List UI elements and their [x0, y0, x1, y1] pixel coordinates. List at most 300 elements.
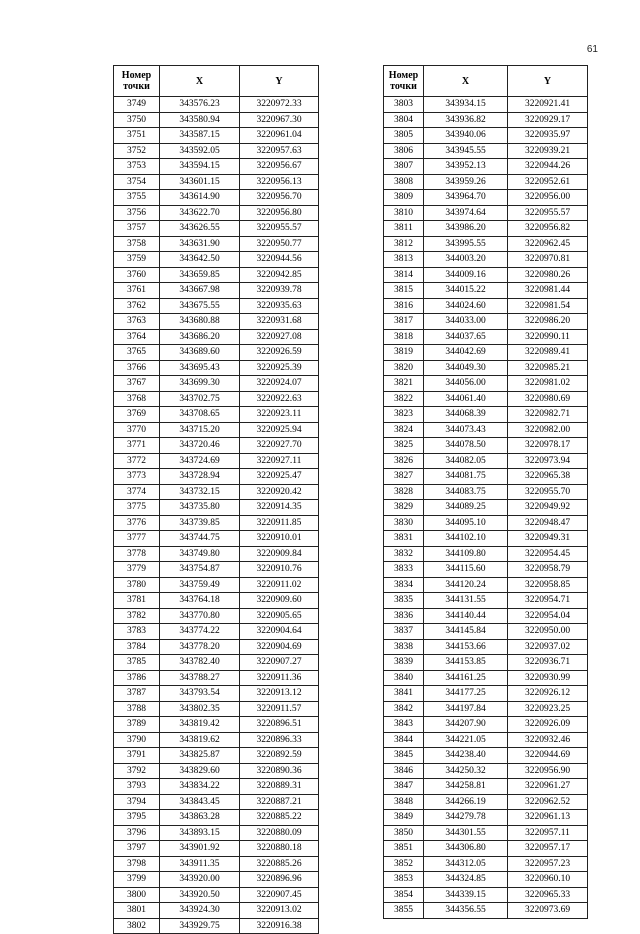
- cell-point-number: 3749: [114, 97, 160, 113]
- table-row: [114, 484, 319, 500]
- cell-point-number: 3813: [384, 252, 424, 268]
- table-row: [114, 143, 319, 159]
- table-row: [114, 546, 319, 562]
- cell-point-number: 3833: [384, 562, 424, 578]
- cell-point-number: 3798: [114, 856, 160, 872]
- table-row: [114, 531, 319, 547]
- cell-point-number: 3800: [114, 887, 160, 903]
- cell-y: 3220926.12: [508, 686, 588, 702]
- cell-y: 3220911.02: [240, 577, 319, 593]
- table-row: [114, 174, 319, 190]
- cell-x: 344078.50: [424, 438, 508, 454]
- cell-x: 343576.23: [160, 97, 240, 113]
- cell-x: 344115.60: [424, 562, 508, 578]
- cell-y: 3220990.11: [508, 329, 588, 345]
- cell-x: 343834.22: [160, 779, 240, 795]
- cell-y: 3220961.13: [508, 810, 588, 826]
- table-row: [384, 236, 588, 252]
- table-row: [384, 810, 588, 826]
- table-row: [114, 453, 319, 469]
- cell-y: 3220931.68: [240, 314, 319, 330]
- header-point-number: Номер точки: [384, 66, 424, 97]
- cell-y: 3220950.77: [240, 236, 319, 252]
- cell-point-number: 3842: [384, 701, 424, 717]
- cell-point-number: 3772: [114, 453, 160, 469]
- cell-y: 3220909.84: [240, 546, 319, 562]
- cell-x: 343819.42: [160, 717, 240, 733]
- cell-x: 344024.60: [424, 298, 508, 314]
- cell-y: 3220958.85: [508, 577, 588, 593]
- cell-y: 3220927.70: [240, 438, 319, 454]
- cell-point-number: 3769: [114, 407, 160, 423]
- cell-x: 344339.15: [424, 887, 508, 903]
- cell-x: 343952.13: [424, 159, 508, 175]
- table-row: [384, 763, 588, 779]
- cell-x: 343782.40: [160, 655, 240, 671]
- cell-point-number: 3752: [114, 143, 160, 159]
- cell-point-number: 3844: [384, 732, 424, 748]
- table-row: [384, 314, 588, 330]
- table-row: [114, 205, 319, 221]
- cell-y: 3220922.63: [240, 391, 319, 407]
- cell-point-number: 3780: [114, 577, 160, 593]
- cell-x: 343929.75: [160, 918, 240, 934]
- cell-y: 3220956.00: [508, 190, 588, 206]
- cell-y: 3220957.11: [508, 825, 588, 841]
- cell-x: 343708.65: [160, 407, 240, 423]
- cell-x: 344145.84: [424, 624, 508, 640]
- cell-y: 3220981.02: [508, 376, 588, 392]
- cell-y: 3220904.69: [240, 639, 319, 655]
- cell-point-number: 3854: [384, 887, 424, 903]
- cell-x: 343642.50: [160, 252, 240, 268]
- cell-y: 3220896.33: [240, 732, 319, 748]
- cell-x: 343778.20: [160, 639, 240, 655]
- cell-x: 343754.87: [160, 562, 240, 578]
- cell-y: 3220939.78: [240, 283, 319, 299]
- coordinates-table-left: [113, 65, 319, 934]
- cell-point-number: 3811: [384, 221, 424, 237]
- table-row: [114, 841, 319, 857]
- cell-x: 343695.43: [160, 360, 240, 376]
- cell-x: 343825.87: [160, 748, 240, 764]
- table-row: [384, 407, 588, 423]
- table-row: [114, 779, 319, 795]
- cell-y: 3220955.70: [508, 484, 588, 500]
- table-row: [114, 515, 319, 531]
- cell-y: 3220973.69: [508, 903, 588, 919]
- table-row: [384, 298, 588, 314]
- cell-x: 344197.84: [424, 701, 508, 717]
- cell-point-number: 3808: [384, 174, 424, 190]
- table-row: [384, 608, 588, 624]
- table-row: [114, 112, 319, 128]
- table-row: [114, 159, 319, 175]
- cell-y: 3220956.70: [240, 190, 319, 206]
- table-row: [384, 562, 588, 578]
- cell-x: 343631.90: [160, 236, 240, 252]
- cell-point-number: 3793: [114, 779, 160, 795]
- table-row: [384, 655, 588, 671]
- table-row: [384, 794, 588, 810]
- cell-point-number: 3829: [384, 500, 424, 516]
- table-row: [384, 686, 588, 702]
- table-row: [384, 453, 588, 469]
- cell-point-number: 3806: [384, 143, 424, 159]
- cell-x: 343728.94: [160, 469, 240, 485]
- cell-point-number: 3753: [114, 159, 160, 175]
- cell-x: 344140.44: [424, 608, 508, 624]
- cell-point-number: 3836: [384, 608, 424, 624]
- cell-x: 344089.25: [424, 500, 508, 516]
- table-row: [384, 159, 588, 175]
- cell-y: 3220926.09: [508, 717, 588, 733]
- cell-point-number: 3775: [114, 500, 160, 516]
- cell-x: 343863.28: [160, 810, 240, 826]
- cell-x: 343995.55: [424, 236, 508, 252]
- cell-point-number: 3758: [114, 236, 160, 252]
- cell-point-number: 3838: [384, 639, 424, 655]
- cell-x: 343626.55: [160, 221, 240, 237]
- cell-y: 3220954.71: [508, 593, 588, 609]
- table-row: [114, 856, 319, 872]
- cell-y: 3220926.59: [240, 345, 319, 361]
- cell-y: 3220986.20: [508, 314, 588, 330]
- cell-point-number: 3790: [114, 732, 160, 748]
- cell-y: 3220909.60: [240, 593, 319, 609]
- cell-point-number: 3799: [114, 872, 160, 888]
- cell-point-number: 3812: [384, 236, 424, 252]
- cell-y: 3220911.36: [240, 670, 319, 686]
- table-row: [114, 655, 319, 671]
- cell-point-number: 3839: [384, 655, 424, 671]
- table-row: [384, 484, 588, 500]
- cell-x: 343901.92: [160, 841, 240, 857]
- table-row: [114, 267, 319, 283]
- cell-x: 344061.40: [424, 391, 508, 407]
- cell-y: 3220921.41: [508, 97, 588, 113]
- cell-x: 343774.22: [160, 624, 240, 640]
- table-row: [384, 97, 588, 113]
- cell-x: 343689.60: [160, 345, 240, 361]
- table-row: [384, 825, 588, 841]
- cell-x: 343594.15: [160, 159, 240, 175]
- table-row: [384, 438, 588, 454]
- cell-point-number: 3761: [114, 283, 160, 299]
- table-row: [384, 143, 588, 159]
- cell-point-number: 3794: [114, 794, 160, 810]
- cell-point-number: 3751: [114, 128, 160, 144]
- cell-x: 344266.19: [424, 794, 508, 810]
- cell-y: 3220981.54: [508, 298, 588, 314]
- cell-x: 343802.35: [160, 701, 240, 717]
- cell-point-number: 3763: [114, 314, 160, 330]
- cell-point-number: 3853: [384, 872, 424, 888]
- cell-point-number: 3804: [384, 112, 424, 128]
- cell-y: 3220927.11: [240, 453, 319, 469]
- table-row: [114, 732, 319, 748]
- cell-point-number: 3827: [384, 469, 424, 485]
- table-row: [384, 515, 588, 531]
- table-row: [384, 267, 588, 283]
- cell-y: 3220890.36: [240, 763, 319, 779]
- cell-y: 3220936.71: [508, 655, 588, 671]
- table-row: [114, 810, 319, 826]
- cell-y: 3220965.33: [508, 887, 588, 903]
- cell-point-number: 3754: [114, 174, 160, 190]
- cell-y: 3220970.81: [508, 252, 588, 268]
- cell-x: 343680.88: [160, 314, 240, 330]
- cell-x: 344250.32: [424, 763, 508, 779]
- table-row: [384, 577, 588, 593]
- table-row: [384, 221, 588, 237]
- cell-point-number: 3852: [384, 856, 424, 872]
- cell-x: 343587.15: [160, 128, 240, 144]
- cell-x: 343720.46: [160, 438, 240, 454]
- cell-x: 344003.20: [424, 252, 508, 268]
- cell-y: 3220960.10: [508, 872, 588, 888]
- cell-point-number: 3764: [114, 329, 160, 345]
- cell-x: 344238.40: [424, 748, 508, 764]
- cell-point-number: 3788: [114, 701, 160, 717]
- cell-y: 3220932.46: [508, 732, 588, 748]
- table-row: [384, 252, 588, 268]
- table-row: [114, 794, 319, 810]
- cell-y: 3220967.30: [240, 112, 319, 128]
- cell-x: 343614.90: [160, 190, 240, 206]
- cell-y: 3220889.31: [240, 779, 319, 795]
- cell-x: 344221.05: [424, 732, 508, 748]
- table-row: [114, 717, 319, 733]
- cell-point-number: 3810: [384, 205, 424, 221]
- cell-y: 3220944.69: [508, 748, 588, 764]
- cell-y: 3220954.45: [508, 546, 588, 562]
- cell-point-number: 3823: [384, 407, 424, 423]
- cell-y: 3220985.21: [508, 360, 588, 376]
- table-row: [384, 639, 588, 655]
- cell-y: 3220952.61: [508, 174, 588, 190]
- cell-y: 3220944.26: [508, 159, 588, 175]
- table-row: [384, 345, 588, 361]
- cell-point-number: 3756: [114, 205, 160, 221]
- cell-y: 3220913.12: [240, 686, 319, 702]
- cell-y: 3220911.57: [240, 701, 319, 717]
- table-row: [114, 283, 319, 299]
- cell-y: 3220914.35: [240, 500, 319, 516]
- cell-y: 3220956.80: [240, 205, 319, 221]
- cell-x: 344120.24: [424, 577, 508, 593]
- cell-point-number: 3819: [384, 345, 424, 361]
- cell-y: 3220907.45: [240, 887, 319, 903]
- cell-y: 3220981.44: [508, 283, 588, 299]
- table-row: [114, 221, 319, 237]
- cell-x: 343893.15: [160, 825, 240, 841]
- table-row: [114, 918, 319, 934]
- cell-y: 3220982.00: [508, 422, 588, 438]
- table-row: [384, 205, 588, 221]
- table-row: [114, 97, 319, 113]
- table-row: [114, 593, 319, 609]
- cell-x: 343580.94: [160, 112, 240, 128]
- table-row: [114, 376, 319, 392]
- table-row: [114, 190, 319, 206]
- cell-y: 3220956.67: [240, 159, 319, 175]
- cell-point-number: 3822: [384, 391, 424, 407]
- cell-x: 343759.49: [160, 577, 240, 593]
- cell-y: 3220957.23: [508, 856, 588, 872]
- cell-x: 343974.64: [424, 205, 508, 221]
- cell-point-number: 3801: [114, 903, 160, 919]
- cell-point-number: 3784: [114, 639, 160, 655]
- table-row: [384, 670, 588, 686]
- cell-y: 3220956.82: [508, 221, 588, 237]
- table-row: [114, 438, 319, 454]
- table-row: [384, 422, 588, 438]
- cell-y: 3220880.18: [240, 841, 319, 857]
- table-row: [114, 825, 319, 841]
- cell-x: 344009.16: [424, 267, 508, 283]
- table-row: [384, 546, 588, 562]
- table-row: [114, 236, 319, 252]
- cell-y: 3220965.38: [508, 469, 588, 485]
- cell-x: 343770.80: [160, 608, 240, 624]
- table-row: [384, 872, 588, 888]
- cell-y: 3220937.02: [508, 639, 588, 655]
- cell-y: 3220957.17: [508, 841, 588, 857]
- cell-point-number: 3848: [384, 794, 424, 810]
- cell-point-number: 3824: [384, 422, 424, 438]
- cell-x: 343829.60: [160, 763, 240, 779]
- cell-x: 343936.82: [424, 112, 508, 128]
- cell-x: 343819.62: [160, 732, 240, 748]
- cell-y: 3220948.47: [508, 515, 588, 531]
- header-y: Y: [508, 66, 588, 97]
- cell-x: 343749.80: [160, 546, 240, 562]
- cell-y: 3220935.63: [240, 298, 319, 314]
- cell-y: 3220924.07: [240, 376, 319, 392]
- cell-x: 343934.15: [424, 97, 508, 113]
- cell-point-number: 3847: [384, 779, 424, 795]
- cell-x: 344153.85: [424, 655, 508, 671]
- cell-y: 3220956.13: [240, 174, 319, 190]
- table-row: [114, 639, 319, 655]
- table-row: [384, 469, 588, 485]
- cell-point-number: 3783: [114, 624, 160, 640]
- cell-point-number: 3755: [114, 190, 160, 206]
- cell-point-number: 3835: [384, 593, 424, 609]
- table-header-row: [384, 66, 588, 97]
- table-row: [384, 779, 588, 795]
- cell-x: 343964.70: [424, 190, 508, 206]
- cell-x: 344068.39: [424, 407, 508, 423]
- cell-point-number: 3826: [384, 453, 424, 469]
- cell-point-number: 3850: [384, 825, 424, 841]
- cell-point-number: 3757: [114, 221, 160, 237]
- cell-point-number: 3771: [114, 438, 160, 454]
- cell-y: 3220930.99: [508, 670, 588, 686]
- cell-y: 3220973.94: [508, 453, 588, 469]
- table-row: [114, 670, 319, 686]
- cell-x: 344177.25: [424, 686, 508, 702]
- cell-y: 3220961.04: [240, 128, 319, 144]
- cell-point-number: 3832: [384, 546, 424, 562]
- cell-y: 3220980.69: [508, 391, 588, 407]
- cell-x: 343843.45: [160, 794, 240, 810]
- cell-x: 344306.80: [424, 841, 508, 857]
- cell-y: 3220978.17: [508, 438, 588, 454]
- cell-x: 343764.18: [160, 593, 240, 609]
- cell-y: 3220913.02: [240, 903, 319, 919]
- table-row: [114, 391, 319, 407]
- cell-point-number: 3845: [384, 748, 424, 764]
- cell-x: 344301.55: [424, 825, 508, 841]
- cell-y: 3220939.21: [508, 143, 588, 159]
- table-row: [384, 174, 588, 190]
- cell-y: 3220916.38: [240, 918, 319, 934]
- cell-x: 344049.30: [424, 360, 508, 376]
- table-row: [384, 856, 588, 872]
- table-row: [114, 701, 319, 717]
- cell-x: 344015.22: [424, 283, 508, 299]
- cell-y: 3220929.17: [508, 112, 588, 128]
- cell-y: 3220982.71: [508, 407, 588, 423]
- cell-point-number: 3760: [114, 267, 160, 283]
- cell-y: 3220989.41: [508, 345, 588, 361]
- cell-point-number: 3767: [114, 376, 160, 392]
- table-row: [114, 608, 319, 624]
- cell-x: 344258.81: [424, 779, 508, 795]
- cell-y: 3220905.65: [240, 608, 319, 624]
- cell-x: 343622.70: [160, 205, 240, 221]
- cell-point-number: 3849: [384, 810, 424, 826]
- cell-x: 343699.30: [160, 376, 240, 392]
- cell-point-number: 3825: [384, 438, 424, 454]
- table-row: [114, 422, 319, 438]
- table-row: [384, 887, 588, 903]
- cell-x: 343744.75: [160, 531, 240, 547]
- cell-y: 3220910.01: [240, 531, 319, 547]
- cell-y: 3220927.08: [240, 329, 319, 345]
- cell-point-number: 3774: [114, 484, 160, 500]
- cell-x: 344042.69: [424, 345, 508, 361]
- cell-point-number: 3814: [384, 267, 424, 283]
- table-row: [384, 190, 588, 206]
- page-number: 61: [586, 44, 598, 55]
- table-header-row: [114, 66, 319, 97]
- table-row: [384, 732, 588, 748]
- cell-x: 343920.00: [160, 872, 240, 888]
- header-y: Y: [240, 66, 319, 97]
- table-row: [114, 887, 319, 903]
- cell-x: 343739.85: [160, 515, 240, 531]
- table-row: [114, 345, 319, 361]
- cell-point-number: 3785: [114, 655, 160, 671]
- cell-y: 3220904.64: [240, 624, 319, 640]
- table-row: [384, 329, 588, 345]
- cell-point-number: 3792: [114, 763, 160, 779]
- table-row: [384, 701, 588, 717]
- cell-y: 3220925.47: [240, 469, 319, 485]
- cell-point-number: 3846: [384, 763, 424, 779]
- cell-y: 3220925.94: [240, 422, 319, 438]
- cell-point-number: 3796: [114, 825, 160, 841]
- cell-y: 3220885.26: [240, 856, 319, 872]
- cell-x: 344083.75: [424, 484, 508, 500]
- cell-y: 3220955.57: [240, 221, 319, 237]
- cell-y: 3220956.90: [508, 763, 588, 779]
- cell-y: 3220980.26: [508, 267, 588, 283]
- cell-x: 343702.75: [160, 391, 240, 407]
